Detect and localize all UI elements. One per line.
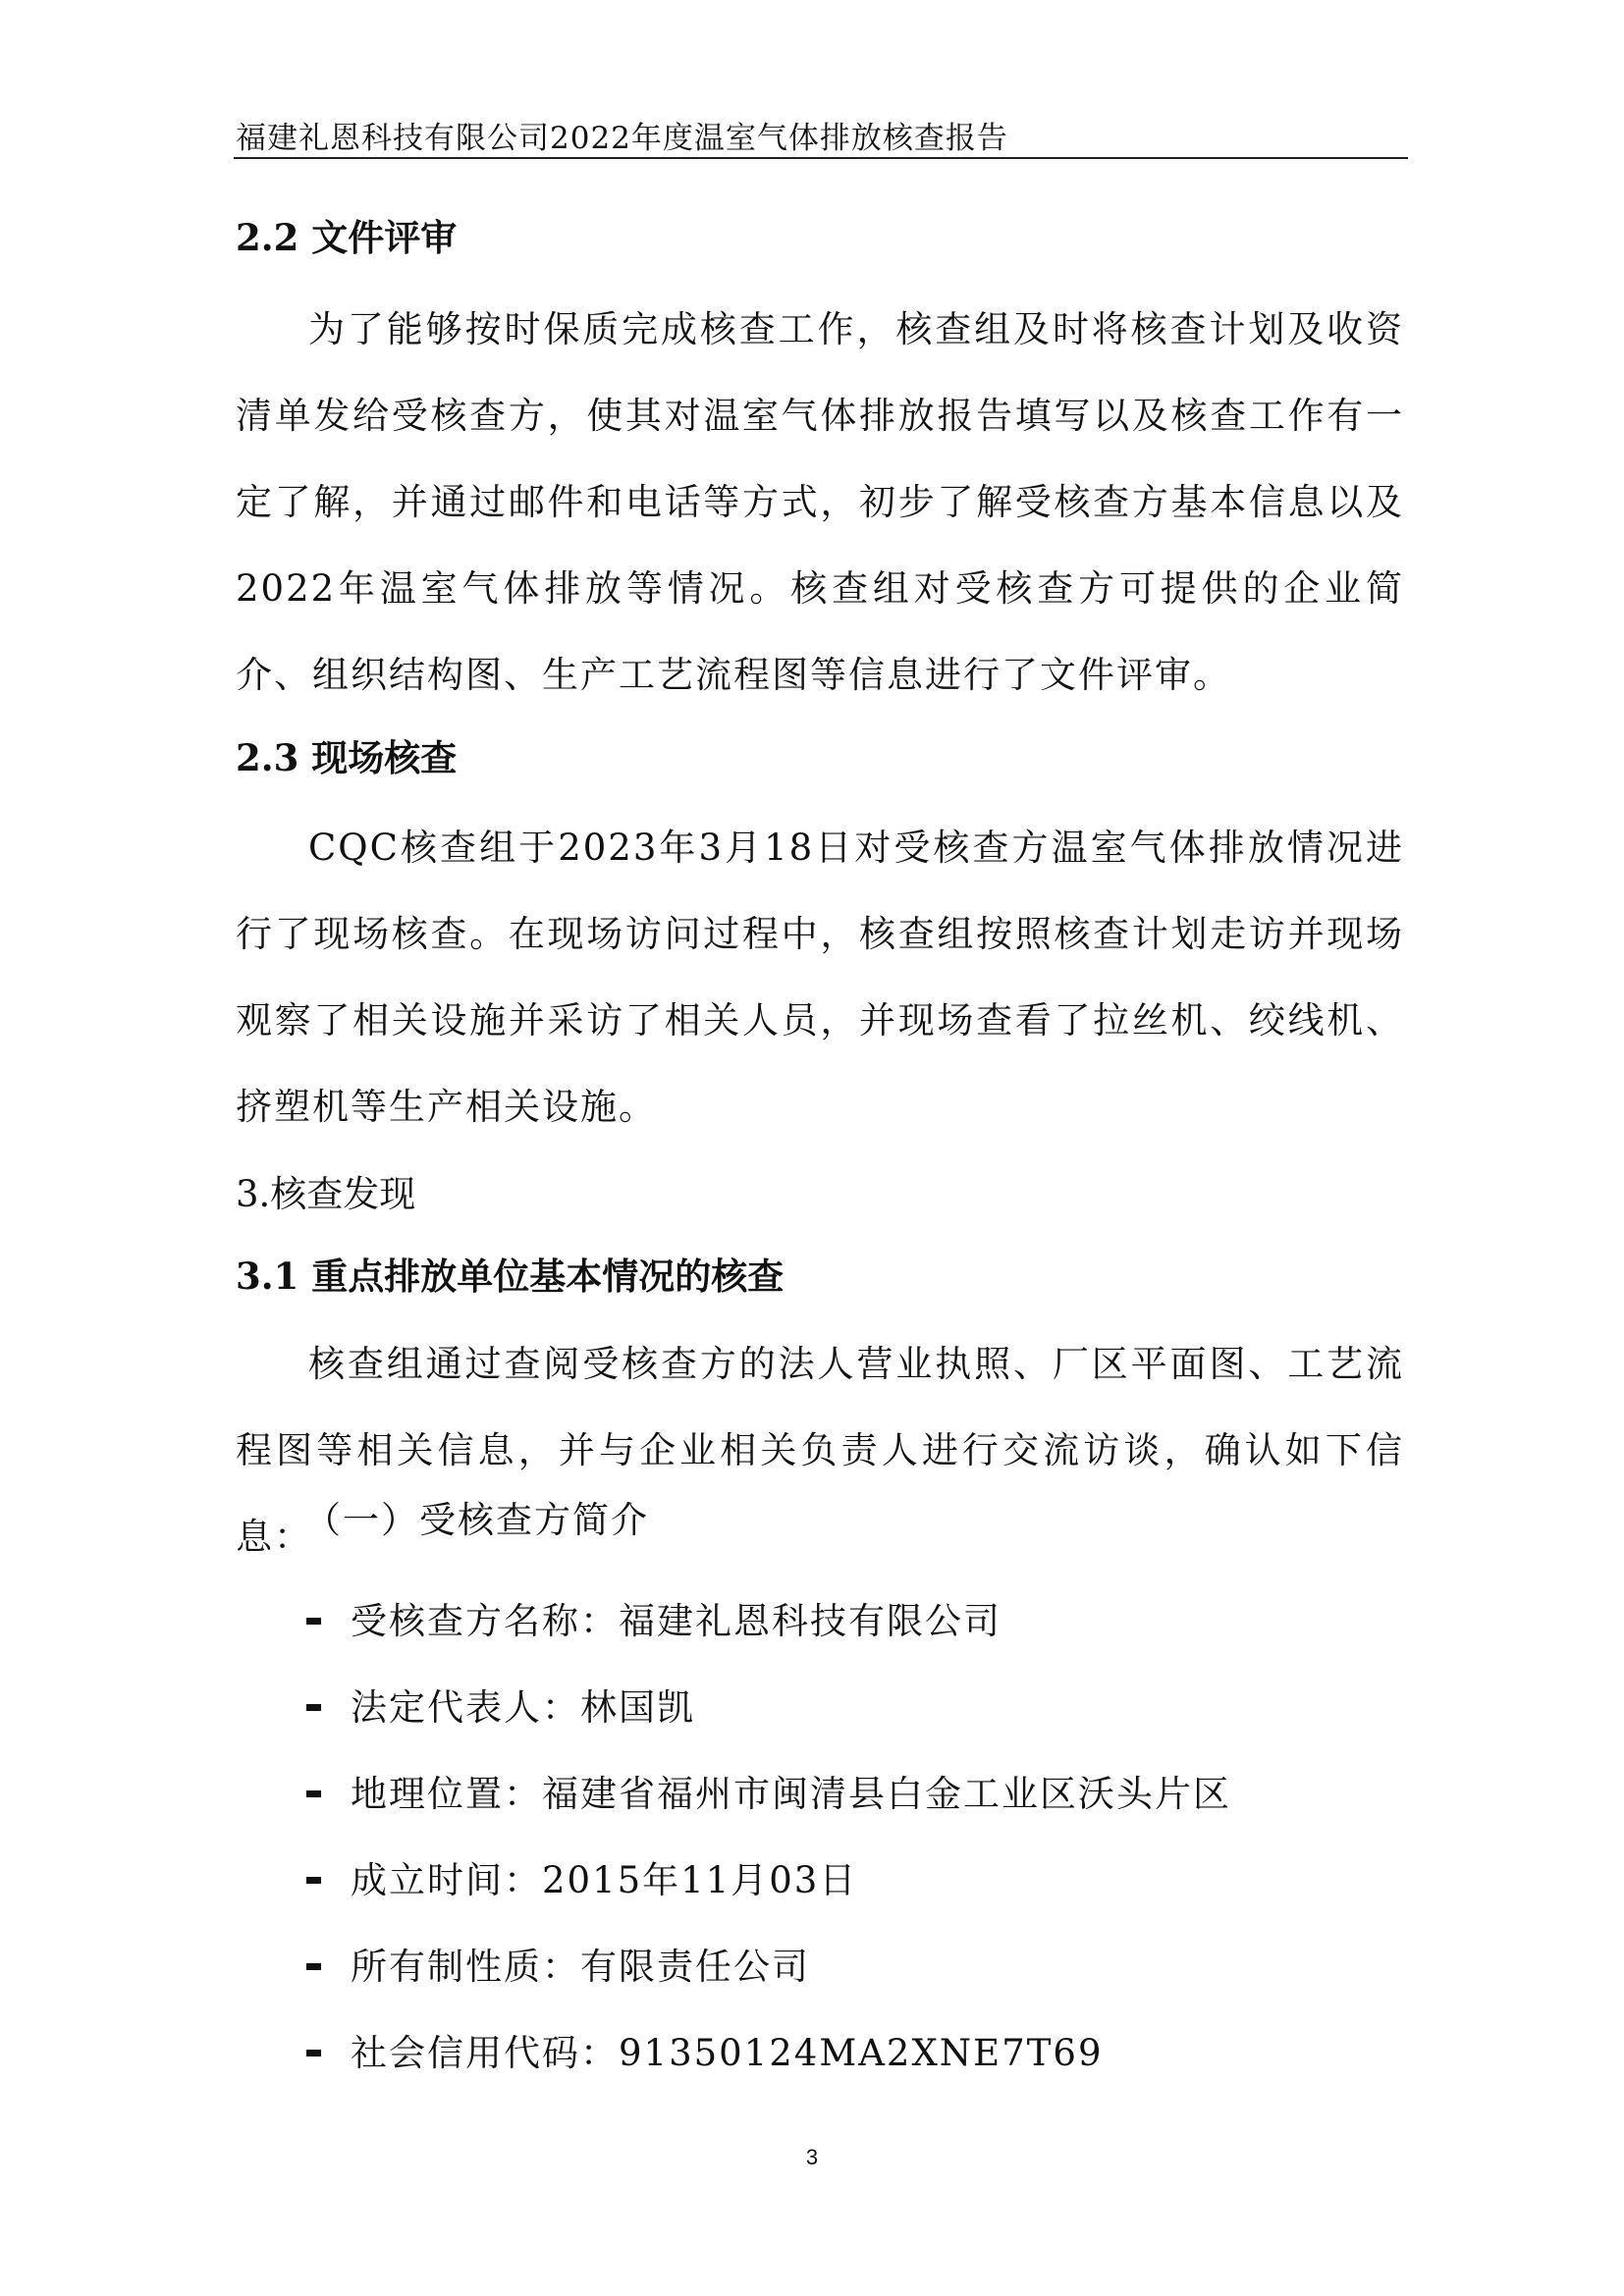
list-item bbox=[306, 2006, 1231, 2093]
list-item bbox=[306, 1661, 1231, 1747]
bullet-dash-icon bbox=[306, 2050, 321, 2056]
bullet-dash-icon bbox=[306, 1618, 321, 1625]
list-item bbox=[306, 1920, 1231, 2006]
bullet-dash-icon bbox=[306, 1790, 321, 1797]
section-2-3-paragraph: CQC核查组于2023年3月18日对受核查方温室气体排放情况进行了现场核查。在现场访问过程中，核查组按照核查计划走访并现场观察了相关设施并采访了相关人员，并现场查看了拉丝机、绞线机、挤塑机等生产相关设施。 bbox=[236, 827, 1404, 1128]
list-item-text: 法定代表人：林国凯 bbox=[351, 1686, 695, 1729]
bullet-dash-icon bbox=[306, 1877, 321, 1884]
list-item bbox=[306, 1575, 1231, 1661]
list-item-text: 所有制性质：有限责任公司 bbox=[351, 1946, 810, 1988]
section-3-1-heading: 3.1 重点排放单位基本情况的核查 bbox=[236, 1255, 785, 1298]
company-info-list bbox=[306, 1575, 1231, 2093]
list-item-text: 地理位置：福建省福州市闽清县白金工业区沃头片区 bbox=[351, 1773, 1231, 1815]
section-3-heading: 3.核查发现 bbox=[236, 1173, 416, 1215]
bullet-dash-icon bbox=[306, 1963, 321, 1970]
list-item-text: 成立时间：2015年11月03日 bbox=[351, 1859, 858, 1901]
bullet-dash-icon bbox=[306, 1704, 321, 1711]
section-2-2-heading: 2.2 文件评审 bbox=[236, 216, 458, 259]
section-3-1-subheading: （一）受核查方简介 bbox=[304, 1499, 649, 1541]
header-title: 福建礼恩科技有限公司2022年度温室气体排放核查报告 bbox=[236, 121, 1008, 156]
page-number: 3 bbox=[805, 2145, 819, 2169]
list-item bbox=[306, 1747, 1231, 1834]
section-2-3-heading: 2.3 现场核查 bbox=[236, 736, 458, 779]
list-item-text: 社会信用代码：91350124MA2XNE7T69 bbox=[351, 2032, 1104, 2074]
section-2-2-paragraph: 为了能够按时保质完成核查工作，核查组及时将核查计划及收资清单发给受核查方，使其对温室气体排放报告填写以及核查工作有一定了解，并通过邮件和电话等方式，初步了解受核查方基本信息以及2022年温室气体排放等情况。核查组对受核查方可提供的企业简介、组织结构图、生产工艺流程图等信息进行了文件评审。 bbox=[236, 308, 1404, 696]
section-3-1-paragraph: 核查组通过查阅受核查方的法人营业执照、厂区平面图、工艺流程图等相关信息，并与企业相关负责人进行交流访谈，确认如下信息： bbox=[236, 1343, 1404, 1558]
list-item bbox=[306, 1834, 1231, 1920]
header-divider bbox=[234, 157, 1408, 159]
list-item-text: 受核查方名称：福建礼恩科技有限公司 bbox=[351, 1600, 1001, 1642]
